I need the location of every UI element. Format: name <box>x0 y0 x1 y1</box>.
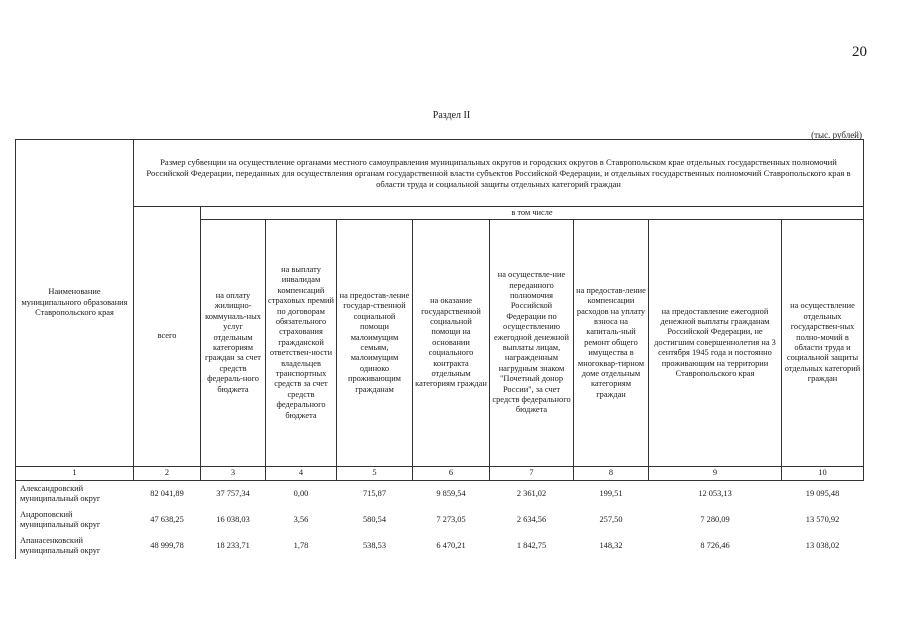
table-row <box>16 533 864 559</box>
cell-value: 37 757,34 <box>216 488 250 498</box>
cell-value: 715,87 <box>362 488 387 498</box>
cell-value: 580,54 <box>362 514 387 524</box>
total-header: всего <box>134 207 201 467</box>
table-caption: Размер субвенции на осуществление органами местного самоуправления муниципальных округов и городских округов в Ставропольском крае отдельных государственных полномочий Российской Федерации, переданных для осуществления органам государственной власти субъектов Российской Федерации, и отдельных государственных полномочий Ставропольского края в области труда и социальной защиты отдельных категорий граждан <box>134 140 864 207</box>
cell-value: 7 280,09 <box>700 514 730 524</box>
cell-value: 9 859,54 <box>436 488 466 498</box>
column-number: 6 <box>413 467 490 481</box>
subsidy-table <box>15 139 864 559</box>
column-number: 10 <box>782 467 864 481</box>
column-header: на выплату инвалидам компенсаций страховых премий по договорам обязательного страхования гражданской ответствен-ности владельцев транспортных средств за счет средств федерального бюджета <box>266 220 337 467</box>
cell-value: 199,51 <box>599 488 623 498</box>
cell-value: 8 726,46 <box>700 540 730 550</box>
municipality-name-header: Наименование муниципального образования Ставропольского края <box>16 140 134 467</box>
cell-value: 148,32 <box>599 540 623 550</box>
page-number: 20 <box>852 44 867 60</box>
column-number: 7 <box>490 467 574 481</box>
column-header: на осуществление отдельных государствен-ных полно-мочий в области труда и социальной защиты отдельных категорий граждан <box>782 220 864 467</box>
cell-value: 0,00 <box>293 488 309 498</box>
cell-value: 1 842,75 <box>516 540 547 550</box>
total-value: 82 041,89 <box>150 488 184 498</box>
column-header: на осуществле-ние переданного полномочия Российской Федерации по осуществлению ежегодной денежной выплаты лицам, награжденным нагрудным знаком "Почетный донор России", за счет средств федерального бюджета <box>490 220 574 467</box>
cell-value: 257,50 <box>599 514 623 524</box>
units-label: (тыс. рублей) <box>811 130 862 140</box>
cell-value: 16 038,03 <box>216 514 250 524</box>
column-number: 8 <box>574 467 649 481</box>
cell-value: 6 470,21 <box>436 540 466 550</box>
column-number: 3 <box>201 467 266 481</box>
municipality-name: Апанасенковский муниципальный округ <box>16 533 134 559</box>
column-header: на оплату жилищно-коммуналь-ных услуг отдельным категориям граждан за счет средств федераль-ного бюджета <box>201 220 266 467</box>
cell-value: 2 361,02 <box>516 488 547 498</box>
total-value: 47 638,25 <box>150 514 184 524</box>
column-number: 4 <box>266 467 337 481</box>
municipality-name: Александровский муниципальный округ <box>16 481 134 508</box>
cell-value: 12 053,13 <box>698 488 732 498</box>
column-header: на оказание государственной социальной помощи на основании социального контракта отдельным категориям граждан <box>413 220 490 467</box>
including-header: в том числе <box>201 207 864 220</box>
cell-value: 13 570,92 <box>805 514 840 524</box>
cell-value: 1,78 <box>293 540 309 550</box>
column-number: 5 <box>337 467 413 481</box>
column-number-row <box>16 467 864 481</box>
column-header: на предостав-ление государ-ственной социальной помощи малоимущим семьям, малоимущим одиноко проживающим гражданам <box>337 220 413 467</box>
column-number: 1 <box>16 467 134 481</box>
cell-value: 18 233,71 <box>216 540 250 550</box>
cell-value: 2 634,56 <box>516 514 547 524</box>
column-number: 9 <box>649 467 782 481</box>
municipality-name: Андроповский муниципальный округ <box>16 507 134 533</box>
column-header: на предостав-ление компенсации расходов на уплату взноса на капиталь-ный ремонт общего имущества в многоквар-тирном доме отдельным категориям граждан <box>574 220 649 467</box>
cell-value: 3,56 <box>293 514 309 524</box>
cell-value: 7 273,05 <box>436 514 466 524</box>
cell-value: 19 095,48 <box>805 488 840 498</box>
total-value: 48 999,78 <box>150 540 184 550</box>
section-title: Раздел II <box>432 110 471 121</box>
table-row <box>16 481 864 508</box>
cell-value: 538,53 <box>362 540 387 550</box>
column-header: на предоставление ежегодной денежной выплаты гражданам Российской Федерации, не достигшим совершеннолетия на 3 сентября 1945 года и постоянно проживающим на территории Ставропольского края <box>649 220 782 467</box>
cell-value: 13 038,02 <box>805 540 840 550</box>
table-row <box>16 507 864 533</box>
column-number: 2 <box>134 467 201 481</box>
